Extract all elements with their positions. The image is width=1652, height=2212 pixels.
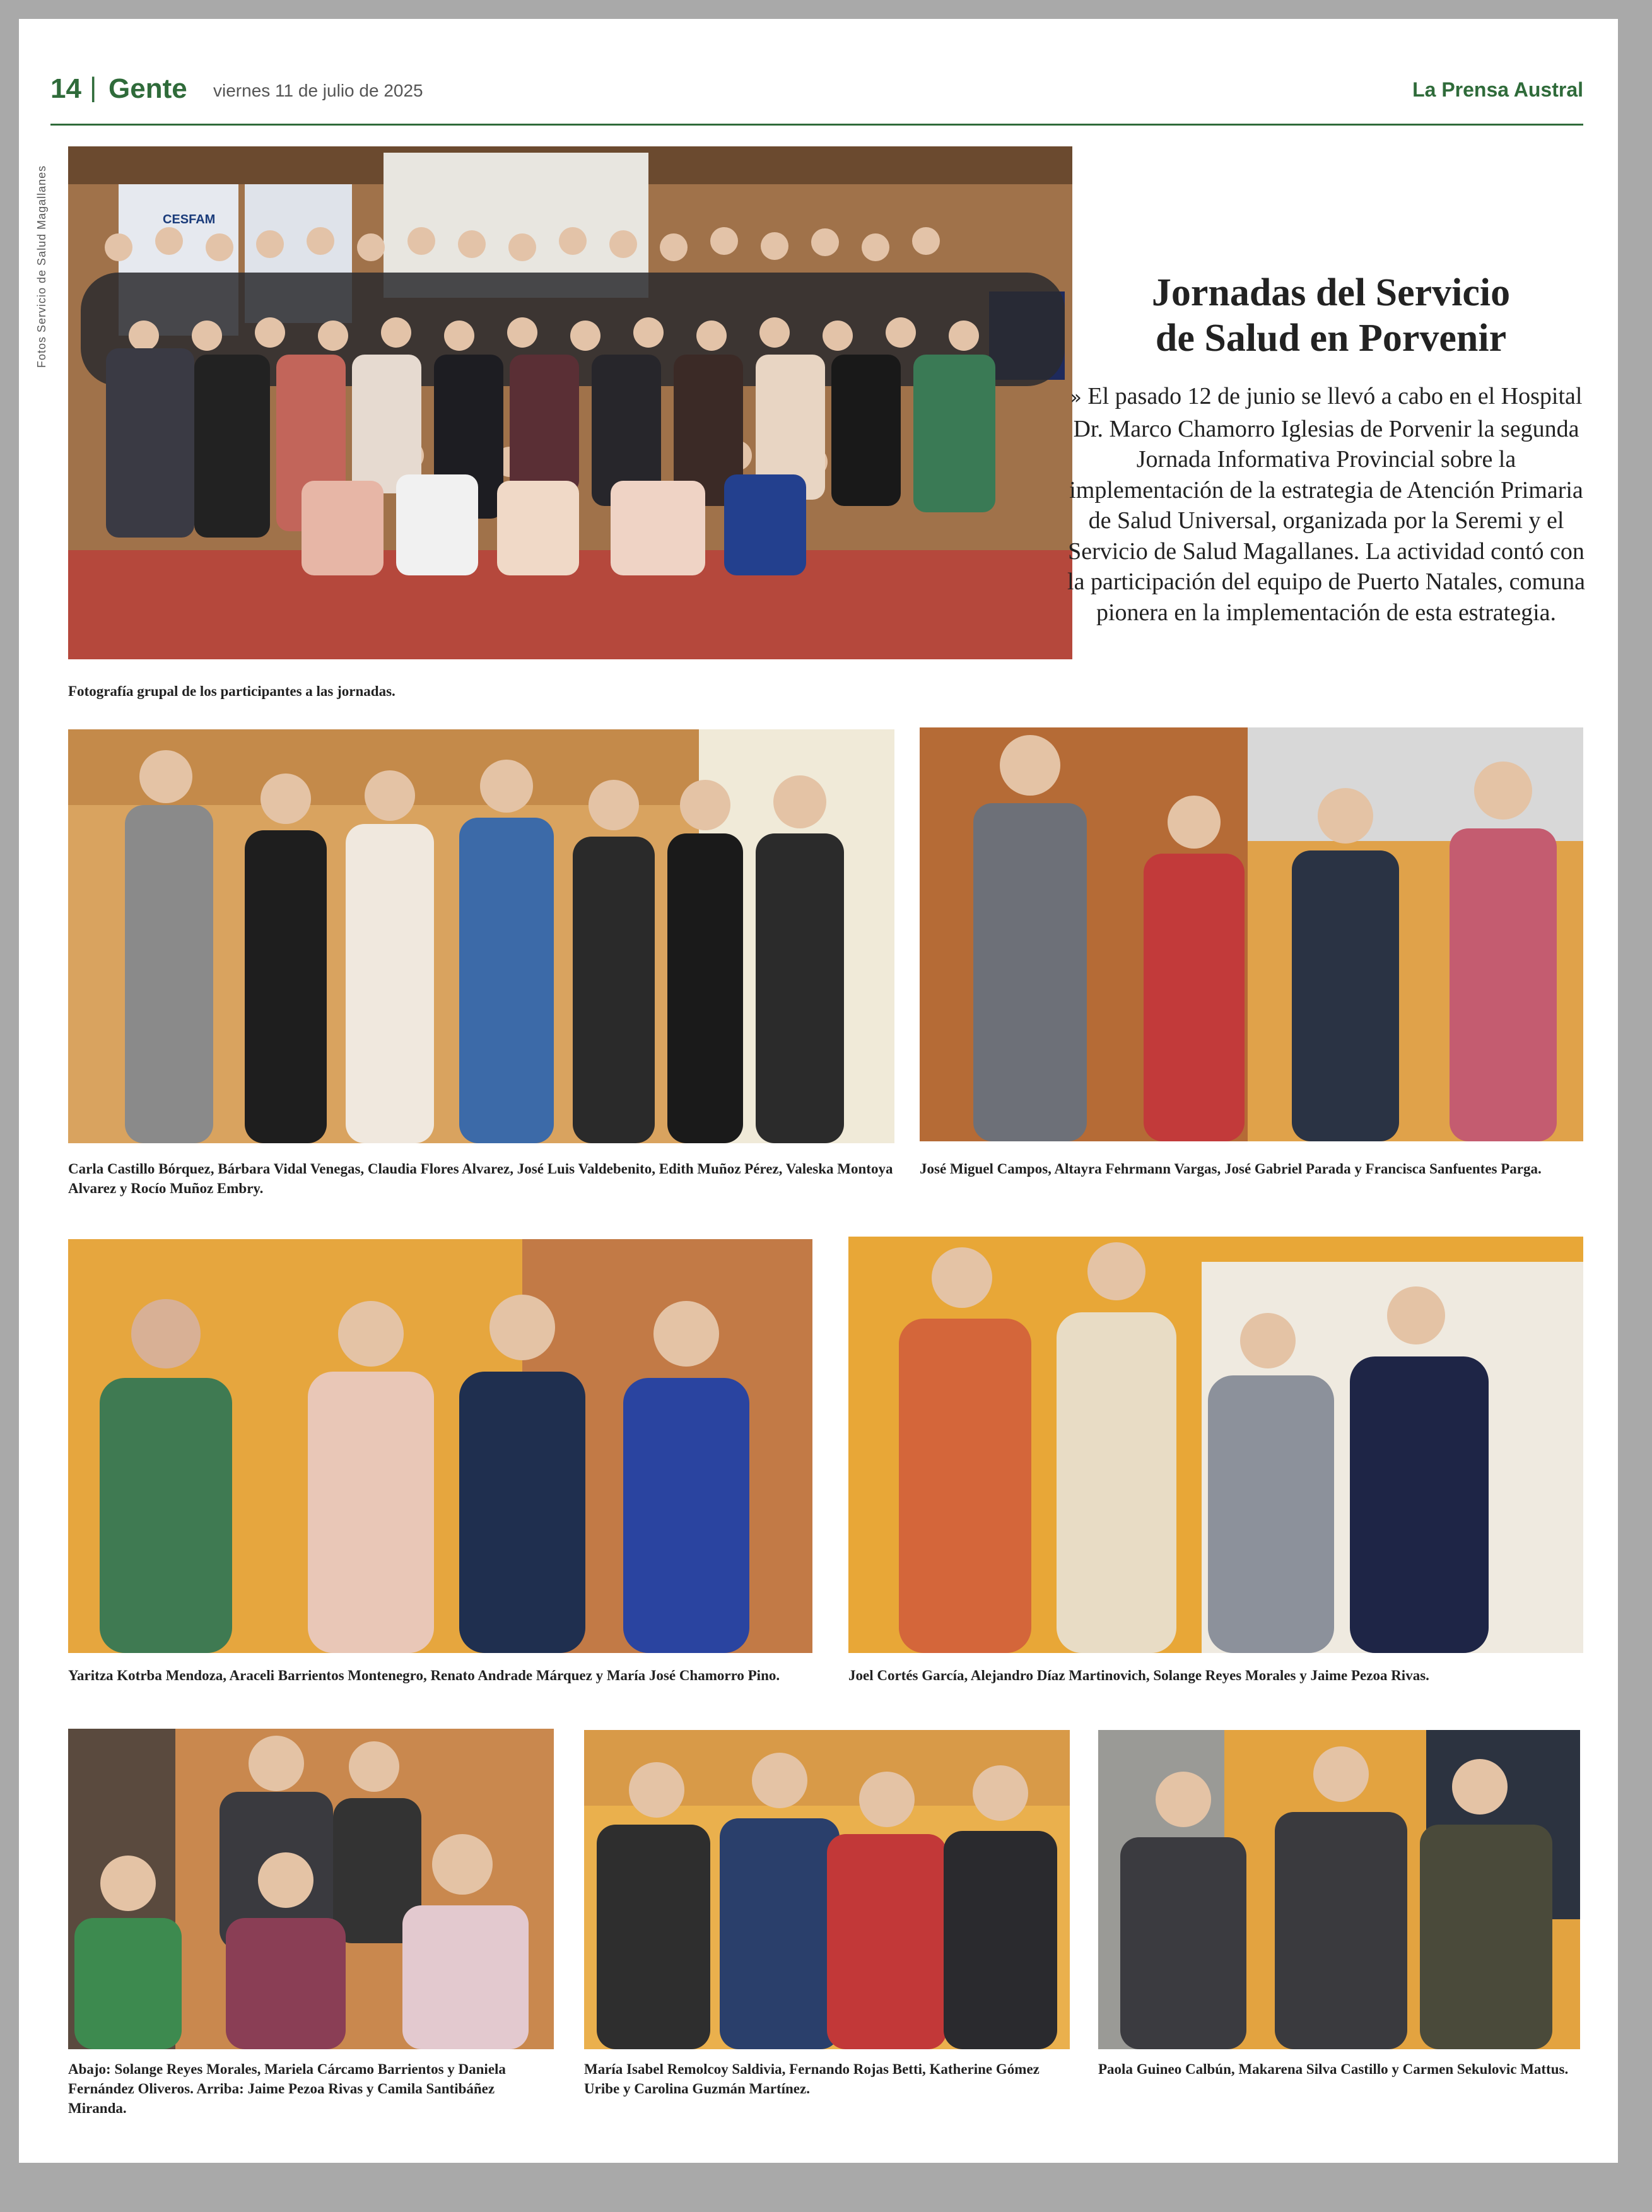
photo-2	[920, 727, 1583, 1141]
article-lede	[1066, 381, 1586, 628]
cesfam-sign: CESFAM	[163, 213, 216, 226]
photo-5	[68, 1729, 554, 2049]
photo-1	[68, 729, 894, 1143]
photo-2-caption: José Miguel Campos, Altayra Fehrmann Vargas, José Gabriel Parada y Francisca Sanfuentes Parga.	[920, 1161, 1542, 1177]
photo-3-caption: Yaritza Kotrba Mendoza, Araceli Barrientos Montenegro, Renato Andrade Márquez y María José Chamorro Pino.	[68, 1668, 780, 1683]
headline-line-1: Jornadas del Servicio	[1151, 271, 1511, 314]
photo-3	[68, 1239, 812, 1653]
article-headline	[1072, 270, 1590, 361]
photo-7-caption: Paola Guineo Calbún, Makarena Silva Castillo y Carmen Sekulovic Mattus.	[1098, 2061, 1569, 2077]
lede-marker: »	[1070, 387, 1082, 409]
page-header	[50, 69, 1583, 126]
headline-line-2: de Salud en Porvenir	[1155, 317, 1507, 360]
photo-6-caption: María Isabel Remolcoy Saldivia, Fernando Rojas Betti, Katherine Gómez Uribe y Carolina Guzmán Martínez.	[584, 2061, 1040, 2097]
photo-7	[1098, 1730, 1580, 2049]
group-photo	[68, 146, 1072, 659]
section-name: Gente	[108, 73, 187, 104]
photo-1-caption: Carla Castillo Bórquez, Bárbara Vidal Venegas, Claudia Flores Alvarez, José Luis Valdebenito, Edith Muñoz Pérez, Valeska Montoya Alvarez y Rocío Muñoz Embry.	[68, 1161, 893, 1196]
page-number: 14	[50, 73, 81, 104]
newspaper-name: La Prensa Austral	[1412, 78, 1583, 101]
photo-credit: Fotos Servicio de Salud Magallanes	[35, 165, 48, 368]
group-photo-caption: Fotografía grupal de los participantes a las jornadas.	[68, 683, 395, 699]
photo-6	[584, 1730, 1070, 2049]
header-separator: |	[90, 72, 97, 103]
issue-date: viernes 11 de julio de 2025	[213, 81, 423, 100]
photo-5-caption: Abajo: Solange Reyes Morales, Mariela Cárcamo Barrientos y Daniela Fernández Oliveros. Arriba: Jaime Pezoa Rivas y Camila Santibáñez Miranda.	[68, 2061, 506, 2116]
photo-4	[848, 1237, 1583, 1653]
photo-4-caption: Joel Cortés García, Alejandro Díaz Martinovich, Solange Reyes Morales y Jaime Pezoa Rivas.	[848, 1668, 1429, 1683]
lede-text: El pasado 12 de junio se llevó a cabo en el Hospital Dr. Marco Chamorro Iglesias de Porvenir la segunda Jornada Informativa Provincial sobre la implementación de la estrategia de Atención Primaria de Salud Universal, organizada por la Seremi y el Servicio de Salud Magallanes. La actividad contó con la participación del equipo de Puerto Natales, comuna pionera en la implementación de esta estrategia.	[1067, 383, 1585, 626]
